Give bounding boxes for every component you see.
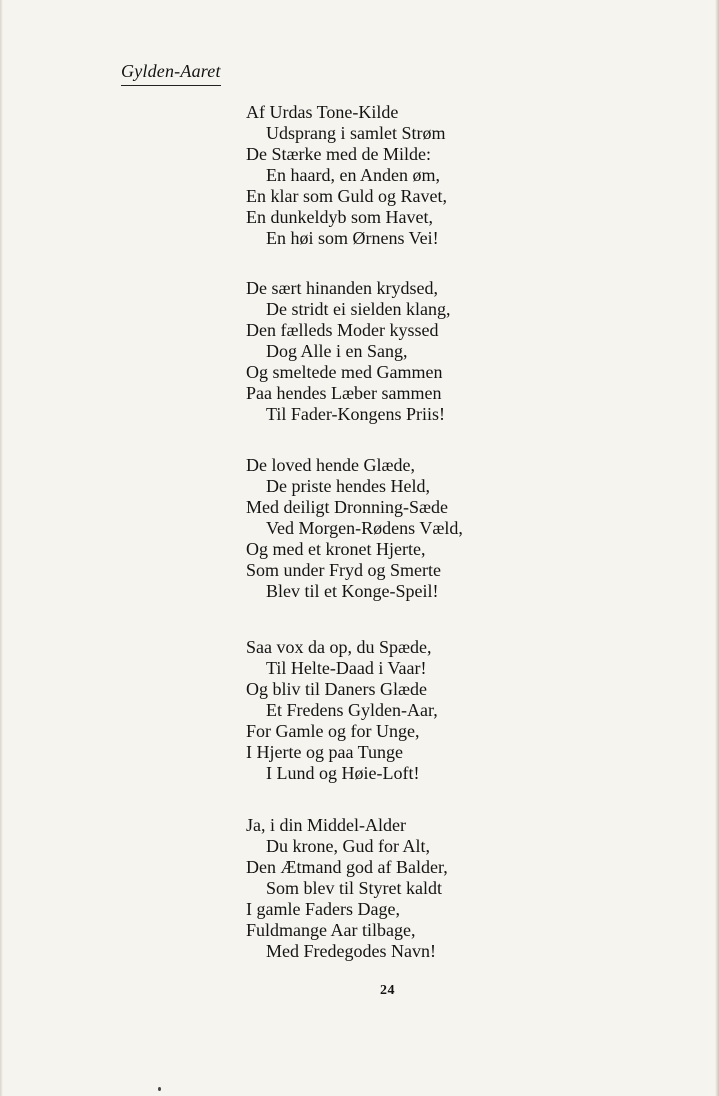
stanza-5 [246,815,448,962]
poem-line: Du krone, Gud for Alt, [266,836,430,856]
poem-line: Et Fredens Gylden-Aar, [266,700,438,720]
poem-line: De sært hinanden krydsed, [246,278,438,298]
poem-line: De stridt ei sielden klang, [266,299,451,319]
poem-line: Dog Alle i en Sang, [266,341,408,361]
poem-line: Med Fredegodes Navn! [266,941,436,961]
poem-line: Den Ætmand god af Balder, [246,857,448,877]
poem-line: I Hjerte og paa Tunge [246,742,403,762]
poem-line: Fuldmange Aar tilbage, [246,920,416,940]
poem-line: En dunkeldyb som Havet, [246,207,433,227]
poem-line: Til Helte-Daad i Vaar! [266,658,427,678]
stanza-3 [246,455,463,602]
stanza-2 [246,278,450,425]
poem-line: I gamle Faders Dage, [246,899,400,919]
poem-line: Som under Fryd og Smerte [246,560,441,580]
page-number-row [0,983,719,999]
poem-line: Til Fader-Kongens Priis! [266,404,445,424]
poem-line: Saa vox da op, du Spæde, [246,637,432,657]
poem-line: For Gamle og for Unge, [246,721,420,741]
page-number: 24 [380,983,395,998]
poem-line: Ved Morgen-Rødens Væld, [266,518,463,538]
poem-line: Den fælleds Moder kyssed [246,320,439,340]
running-head: Gylden-Aaret [121,60,221,86]
poem-line: Og smeltede med Gammen [246,362,443,382]
paper-speck [158,1087,161,1091]
poem-line: Af Urdas Tone-Kilde [246,102,399,122]
stanza-1 [246,102,447,249]
poem-line: De priste hendes Held, [266,476,430,496]
poem-line: De loved hende Glæde, [246,455,415,475]
poem-line: Som blev til Styret kaldt [266,878,442,898]
poem-line: Og bliv til Daners Glæde [246,679,427,699]
poem-line: Blev til et Konge-Speil! [266,581,439,601]
poem-line: En haard, en Anden øm, [266,165,440,185]
poem-line: Ja, i din Middel-Alder [246,815,406,835]
page-edge-right [715,0,719,1096]
poem-line: En høi som Ørnens Vei! [266,228,439,248]
poem-line: Paa hendes Læber sammen [246,383,442,403]
poem-line: Og med et kronet Hjerte, [246,539,426,559]
poem-line: En klar som Guld og Ravet, [246,186,447,206]
poem-line: Med deiligt Dronning-Sæde [246,497,448,517]
poem-line: De Stærke med de Milde: [246,144,431,164]
poem-line: I Lund og Høie-Loft! [266,763,420,783]
poem-line: Udsprang i samlet Strøm [266,123,446,143]
page-edge-left [0,0,3,1096]
stanza-4 [246,637,438,784]
